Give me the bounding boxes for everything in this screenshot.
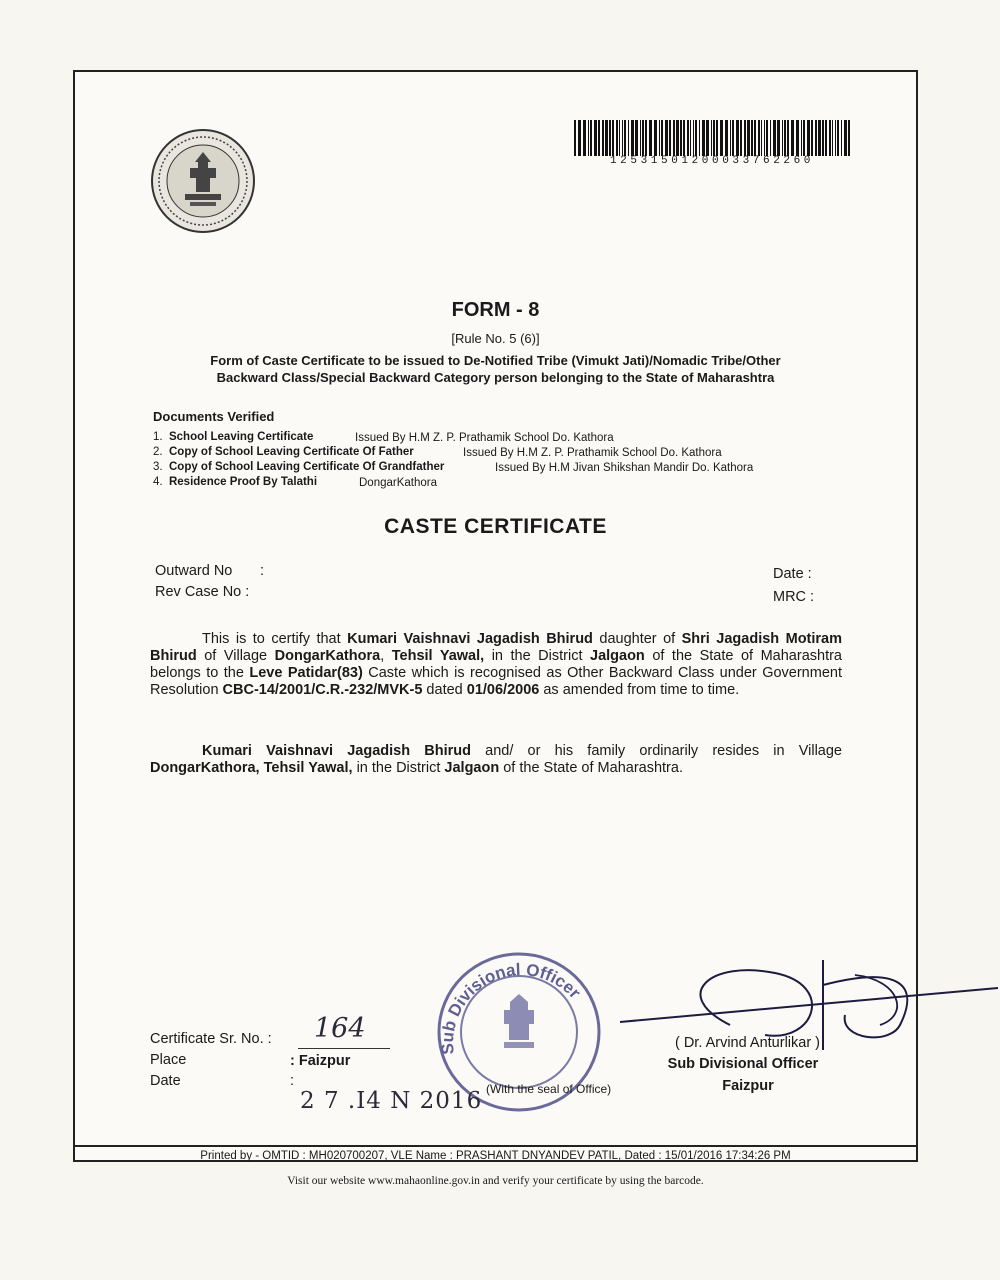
outward-no-label: Outward No <box>155 563 233 579</box>
certification-paragraph: This is to certify that Kumari Vaishnavi Jagadish Bhirud daughter of Shri Jagadish Motiram Bhirud of Village DongarKathora, Tehsil Yawal, in the District Jalgaon of the State of Maharashtra belongs to the Leve Patidar(83) Caste which is recognised as Other Backward Class under Government Resolution CBC-14/2001/C.R.-232/MVK-5 dated 01/06/2006 as amended from time to time. <box>150 631 843 698</box>
barcode-bar <box>761 120 762 156</box>
barcode-number: 12531501200033762260 <box>609 155 815 167</box>
mrc-label: MRC : <box>773 589 815 605</box>
barcode-bar <box>598 120 600 156</box>
father-name: Shri Jagadish Motiram Bhirud <box>150 631 843 664</box>
verify-website-note: Visit our website www.mahaonline.gov.in and verify your certificate by using the barcode. <box>287 1175 704 1187</box>
barcode-bar <box>619 120 620 156</box>
barcode-bar <box>690 120 691 156</box>
barcode-bar <box>730 120 731 156</box>
printed-by: Printed by - OMTID : MH020700207, VLE Name : PRASHANT DNYANDEV PATIL, Dated : 15/01/2016 17:34:26 PM <box>200 1150 791 1162</box>
barcode-bar <box>848 120 850 156</box>
svg-text:Sub Divisional Officer: Sub Divisional Officer <box>437 960 585 1056</box>
form-subtitle <box>73 352 918 386</box>
resolution-date: 01/06/2006 <box>466 682 540 698</box>
document-item-3: 3. Copy of School Leaving Certificate Of Grandfather <box>153 461 445 473</box>
subtitle-line-2: Backward Class/Special Backward Category person belonging to the State of Maharashtra <box>216 370 775 385</box>
barcode-bar <box>676 120 679 156</box>
barcode-bar <box>791 120 794 156</box>
place-label: Place <box>150 1052 187 1068</box>
barcode-bar <box>616 120 618 156</box>
date-label-bottom: Date <box>150 1073 181 1089</box>
barcode-bar <box>713 120 715 156</box>
barcode-bar <box>796 120 799 156</box>
barcode-bar <box>706 120 709 156</box>
barcode-bar <box>787 120 789 156</box>
barcode-bar <box>612 120 614 156</box>
document-item-2: 2. Copy of School Leaving Certificate Of Father <box>153 446 414 458</box>
barcode-bar <box>695 120 697 156</box>
barcode-bar <box>702 120 705 156</box>
district-name: Jalgaon <box>590 648 645 664</box>
document-item-1: 1. School Leaving Certificate <box>153 431 314 443</box>
barcode-bar <box>773 120 776 156</box>
barcode-bar <box>665 120 668 156</box>
village-name: DongarKathora <box>274 648 381 664</box>
barcode-bar <box>744 120 746 156</box>
barcode-bar <box>635 120 638 156</box>
barcode-bar <box>818 120 821 156</box>
barcode-bar <box>822 120 824 156</box>
barcode-bar <box>693 120 694 156</box>
certificate-sr-no-value: 164 <box>314 1013 366 1044</box>
barcode-bar <box>622 120 623 156</box>
signatory-designation: Sub Divisional Officer <box>667 1056 819 1072</box>
maharashtra-emblem-seal <box>150 128 256 234</box>
barcode-bar <box>624 120 626 156</box>
barcode-bar <box>766 120 768 156</box>
barcode-bar <box>683 120 685 156</box>
barcode-bar <box>574 120 576 156</box>
barcode-bar <box>583 120 586 156</box>
barcode-bar <box>844 120 847 156</box>
caste-name: Leve Patidar(83) <box>249 665 363 681</box>
barcode-bar <box>594 120 597 156</box>
seal-note: (With the seal of Office) <box>486 1082 612 1096</box>
document-issuer-1: Issued By H.M Z. P. Prathamik School Do. Kathora <box>355 432 614 444</box>
date-separator: : <box>290 1073 295 1089</box>
barcode-bar <box>764 120 765 156</box>
barcode-bar <box>628 120 629 156</box>
barcode-bar <box>751 120 753 156</box>
barcode-bar <box>732 120 734 156</box>
document-issuer-4: DongarKathora <box>359 477 437 489</box>
barcode-bar <box>673 120 675 156</box>
barcode-bar <box>711 120 712 156</box>
rule-number: [Rule No. 5 (6)] <box>451 331 540 346</box>
barcode-bar <box>578 120 581 156</box>
document-issuer-2: Issued By H.M Z. P. Prathamik School Do. Kathora <box>463 447 722 459</box>
date-stamp: 2 7 .I4 N 2016 <box>300 1088 483 1114</box>
barcode-bar <box>654 120 657 156</box>
tehsil-name: Tehsil Yawal, <box>391 648 485 664</box>
barcode-bar <box>605 120 608 156</box>
barcode-bar <box>699 120 700 156</box>
barcode-bar <box>631 120 634 156</box>
barcode-bar <box>832 120 833 156</box>
barcode-bar <box>687 120 689 156</box>
barcode-bar <box>803 120 805 156</box>
signatory-name: ( Dr. Arvind Anturlikar ) <box>674 1035 821 1051</box>
barcode-bar <box>747 120 750 156</box>
sr-no-underline <box>298 1048 390 1049</box>
form-title: FORM - 8 <box>451 299 540 321</box>
outward-no-separator: : <box>260 563 265 579</box>
barcode-bar <box>659 120 660 156</box>
document-issuer-3: Issued By H.M Jivan Shikshan Mandir Do. Kathora <box>495 462 754 474</box>
rev-case-no-label: Rev Case No : <box>155 584 250 600</box>
barcode-bar <box>782 120 783 156</box>
barcode-bar <box>649 120 652 156</box>
certificate-sr-no-label: Certificate Sr. No. : <box>150 1031 272 1047</box>
barcode-bar <box>669 120 671 156</box>
barcode <box>574 120 850 156</box>
barcode-bar <box>661 120 663 156</box>
barcode-bar <box>609 120 611 156</box>
barcode-bar <box>736 120 739 156</box>
candidate-name: Kumari Vaishnavi Jagadish Bhirud <box>347 631 593 647</box>
barcode-bar <box>801 120 802 156</box>
barcode-bar <box>640 120 641 156</box>
footer-divider <box>73 1145 918 1147</box>
barcode-bar <box>777 120 780 156</box>
barcode-bar <box>645 120 647 156</box>
documents-verified-title: Documents Verified <box>153 409 275 424</box>
barcode-bar <box>815 120 817 156</box>
residence-paragraph: Kumari Vaishnavi Jagadish Bhirud and/ or his family ordinarily resides in Village DongarKathora, Tehsil Yawal, in the District Jalgaon of the State of Maharashtra. <box>150 743 842 776</box>
barcode-bar <box>825 120 827 156</box>
barcode-bar <box>590 120 592 156</box>
barcode-bar <box>680 120 682 156</box>
barcode-bar <box>807 120 810 156</box>
barcode-bar <box>837 120 839 156</box>
barcode-bar <box>784 120 786 156</box>
barcode-bar <box>720 120 723 156</box>
barcode-bar <box>829 120 831 156</box>
barcode-bar <box>841 120 842 156</box>
barcode-bar <box>758 120 760 156</box>
barcode-bar <box>725 120 728 156</box>
signatory-place: Faizpur <box>722 1078 774 1094</box>
barcode-bar <box>754 120 756 156</box>
caste-certificate-title: CASTE CERTIFICATE <box>384 515 607 538</box>
barcode-bar <box>716 120 718 156</box>
resolution-number: CBC-14/2001/C.R.-232/MVK-5 <box>222 682 423 698</box>
barcode-bar <box>588 120 589 156</box>
date-label: Date : <box>773 566 812 582</box>
subtitle-line-1: Form of Caste Certificate to be issued to De-Notified Tribe (Vimukt Jati)/Nomadic Tribe/Other <box>210 353 781 368</box>
barcode-bar <box>811 120 813 156</box>
barcode-bar <box>642 120 644 156</box>
barcode-bar <box>770 120 771 156</box>
barcode-bar <box>602 120 604 156</box>
barcode-bar <box>835 120 836 156</box>
document-item-4: 4. Residence Proof By Talathi <box>153 476 318 488</box>
barcode-bar <box>740 120 742 156</box>
place-value: : Faizpur <box>290 1053 351 1069</box>
